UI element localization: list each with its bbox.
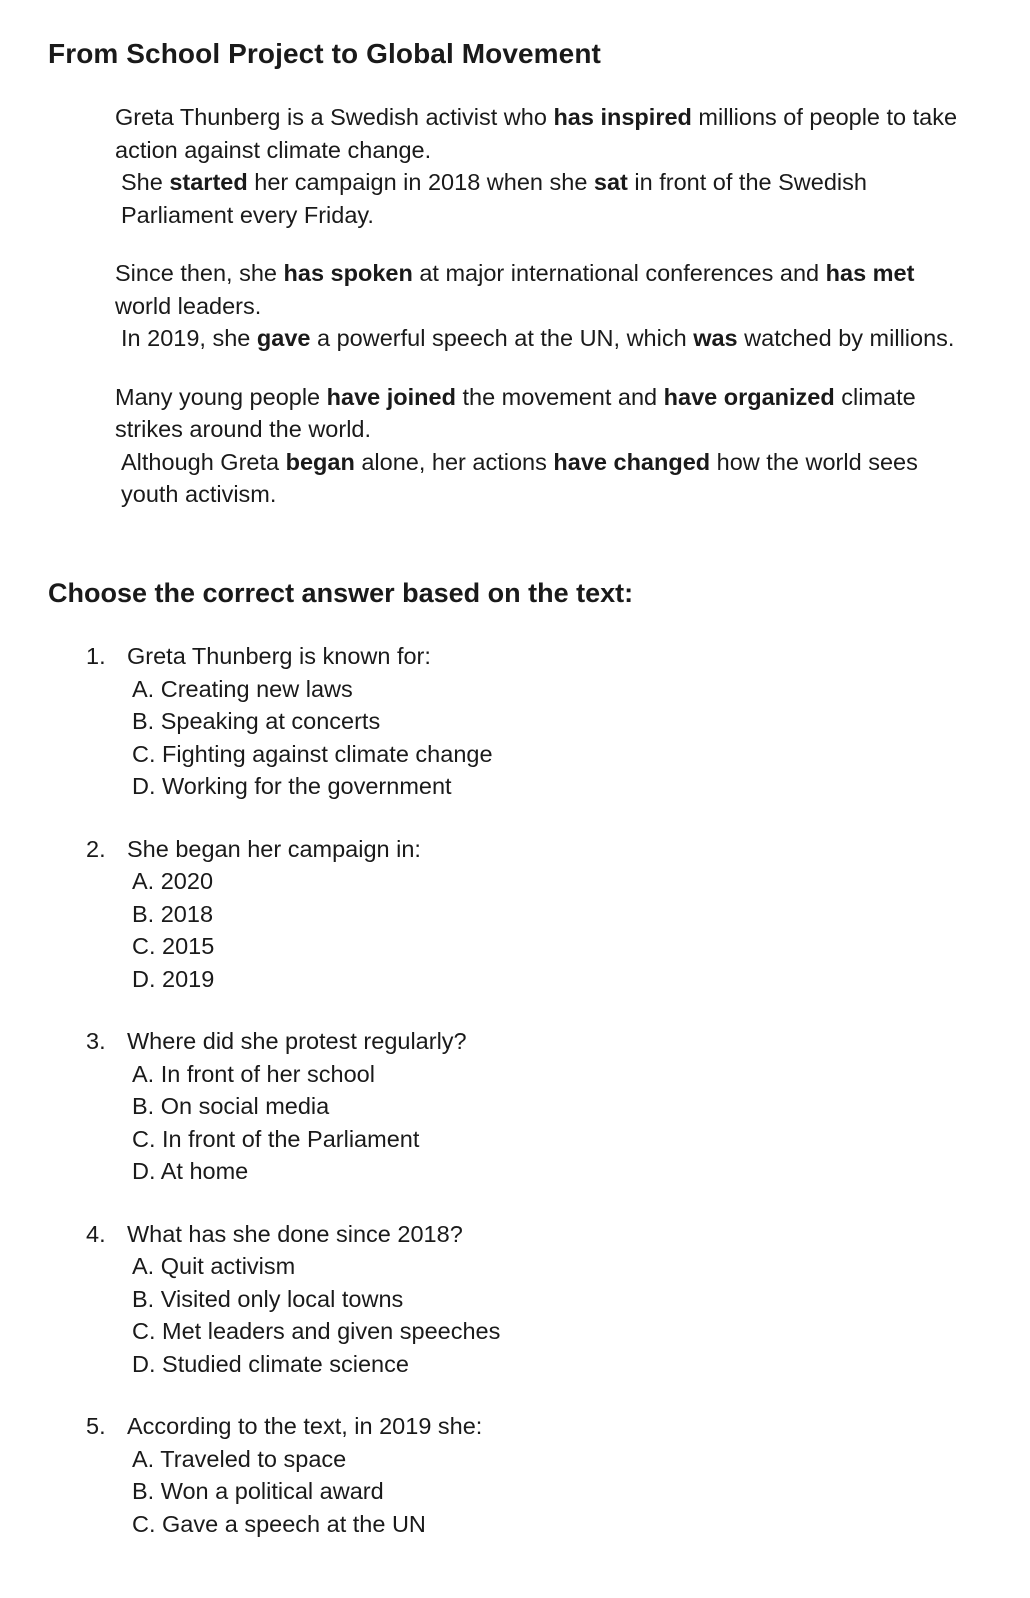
question-number: 3. [86, 1028, 106, 1054]
answer-option: C. Met leaders and given speeches [132, 1318, 501, 1344]
question-prompt [86, 640, 966, 673]
answer-option: C. Fighting against climate change [132, 740, 493, 767]
answer-option: C. In front of the Parliament [132, 1125, 420, 1152]
question-text: She began her campaign in: [127, 835, 421, 862]
reading-passage [115, 101, 975, 511]
highlighted-verb: has inspired [553, 104, 692, 130]
answer-option: C. 2015 [132, 933, 215, 959]
highlighted-verb: was [693, 325, 738, 351]
question-4 [86, 1218, 966, 1381]
question-text: Where did she protest regularly? [127, 1028, 467, 1054]
answer-option: C. Gave a speech at the UN [132, 1510, 426, 1537]
question-1 [86, 640, 966, 803]
paragraph-gap [115, 355, 975, 381]
question-5 [86, 1410, 966, 1540]
sentence-text: world leaders. [115, 292, 262, 319]
answer-option: B. 2018 [132, 900, 214, 927]
answer-option: A. In front of her school [132, 1060, 375, 1087]
highlighted-verb: gave [256, 325, 311, 351]
answer-option: B. Won a political award [132, 1478, 384, 1504]
reading-sentence [115, 322, 975, 355]
sentence-text: climate strikes around the world. [115, 383, 916, 442]
paragraph-gap [115, 231, 975, 257]
answer-option: D. Studied climate science [132, 1350, 409, 1377]
answer-option: D. At home [132, 1158, 249, 1184]
highlighted-verb: has spoken [283, 260, 413, 286]
question-number: 5. [86, 1413, 106, 1439]
highlighted-verb: sat [593, 169, 628, 195]
highlighted-verb: began [285, 448, 355, 475]
reading-paragraph [115, 257, 975, 355]
sentence-text: watched by millions. [737, 325, 955, 351]
sentence-text: millions of people to take action against climate change. [115, 104, 958, 163]
answer-option: B. Speaking at concerts [132, 708, 381, 734]
question-prompt [86, 1025, 966, 1058]
sentence-text: Many young people [115, 383, 327, 410]
answer-option: B. Visited only local towns [132, 1285, 404, 1312]
answer-option: B. On social media [132, 1093, 330, 1119]
answer-option: A. Quit activism [132, 1253, 296, 1279]
reading-sentence [115, 381, 975, 446]
question-number: 4. [86, 1220, 106, 1247]
question-text: According to the text, in 2019 she: [127, 1413, 483, 1439]
sentence-text: her campaign in 2018 when she [247, 169, 594, 195]
highlighted-verb: started [169, 169, 248, 195]
highlighted-verb: have organized [663, 383, 835, 410]
reading-paragraph [115, 101, 975, 231]
answer-option: D. 2019 [132, 965, 215, 992]
answer-option: D. Working for the government [132, 773, 452, 799]
question-2 [86, 833, 966, 996]
sentence-text: in front of the Swedish Parliament every Friday. [121, 169, 867, 228]
sentence-text: Although Greta [121, 448, 286, 475]
reading-sentence [115, 166, 975, 231]
page-title: From School Project to Global Movement [48, 38, 601, 69]
highlighted-verb: have changed [553, 448, 711, 475]
highlighted-verb: has met [825, 260, 915, 286]
sentence-text: In 2019, she [121, 325, 257, 351]
question-number: 1. [86, 643, 106, 669]
answer-option: A. Creating new laws [132, 675, 353, 702]
quiz-heading: Choose the correct answer based on the text: [48, 578, 634, 608]
question-prompt [86, 833, 966, 866]
sentence-text: alone, her actions [354, 448, 554, 475]
sentence-text: at major international conferences and [412, 260, 826, 286]
reading-paragraph [115, 381, 975, 511]
reading-sentence [115, 446, 975, 511]
question-prompt [86, 1218, 966, 1251]
answer-option: A. 2020 [132, 868, 214, 894]
sentence-text: Since then, she [115, 260, 284, 286]
question-text: Greta Thunberg is known for: [127, 643, 431, 669]
sentence-text: how the world sees youth activism. [121, 448, 918, 507]
question-3 [86, 1025, 966, 1188]
sentence-text: Greta Thunberg is a Swedish activist who [115, 104, 554, 130]
sentence-text: the movement and [455, 383, 664, 410]
reading-sentence [115, 257, 975, 322]
highlighted-verb: have joined [326, 383, 456, 410]
sentence-text: She [121, 169, 170, 195]
question-number: 2. [86, 835, 106, 862]
sentence-text: a powerful speech at the UN, which [310, 325, 694, 351]
question-list [86, 640, 966, 1570]
question-text: What has she done since 2018? [127, 1220, 463, 1247]
question-prompt [86, 1410, 966, 1443]
reading-sentence [115, 101, 975, 166]
answer-option: A. Traveled to space [132, 1445, 347, 1472]
